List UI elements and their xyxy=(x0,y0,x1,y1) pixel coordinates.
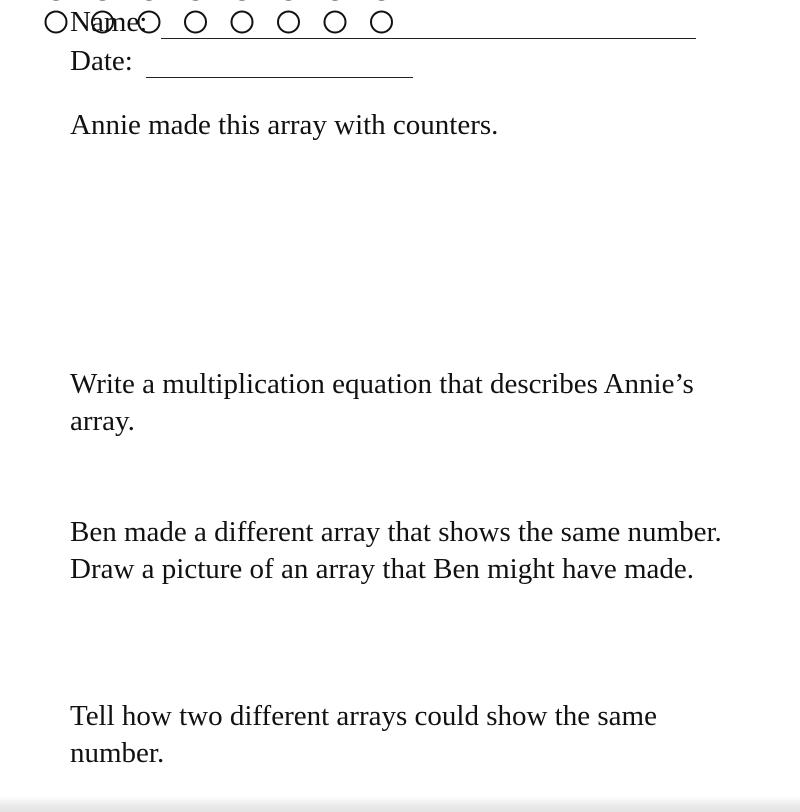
name-label: Name: xyxy=(70,6,148,38)
question-ben-array: Ben made a different array that shows the same number. Draw a picture of an array that Ben might have made. xyxy=(70,516,722,585)
question-multiplication-equation: Write a multiplication equation that describes Annie’s array. xyxy=(70,368,694,437)
counter-circle xyxy=(185,12,206,33)
counter-circle xyxy=(46,12,67,33)
date-label: Date: xyxy=(70,45,133,77)
question-annie-array: Annie made this array with counters. xyxy=(70,109,499,141)
counter-circle xyxy=(232,12,253,33)
counter-circle xyxy=(371,12,392,33)
date-blank-line[interactable] xyxy=(146,77,413,78)
question-two-arrays: Tell how two different arrays could show the same number. xyxy=(70,700,657,769)
counter-circle xyxy=(278,12,299,33)
counter-circle xyxy=(325,12,346,33)
name-blank-line[interactable] xyxy=(161,38,696,39)
page-bottom-edge xyxy=(0,796,800,812)
